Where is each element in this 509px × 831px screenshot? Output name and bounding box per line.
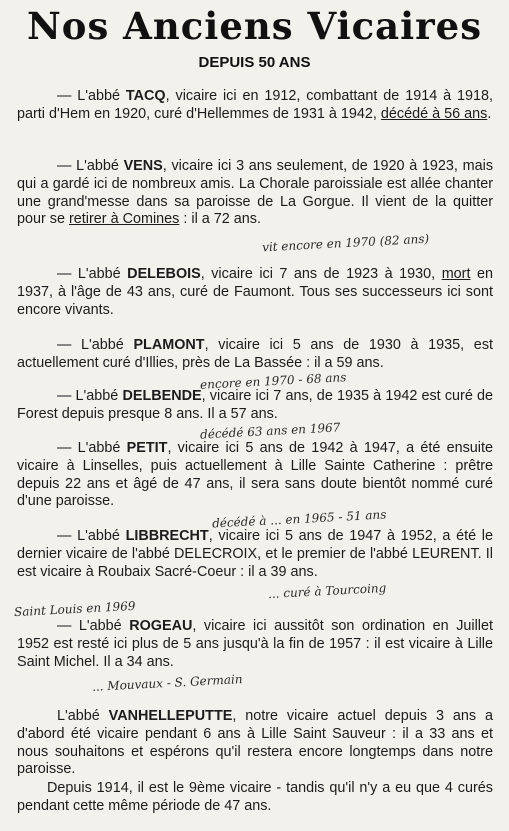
vicar-name: VENS bbox=[123, 158, 163, 174]
page-title: Nos Anciens Vicaires bbox=[26, 4, 483, 48]
paragraph-lead: — L'abbé bbox=[57, 618, 130, 634]
paragraph-lead: — L'abbé bbox=[57, 158, 124, 174]
paragraph-vens bbox=[17, 158, 493, 229]
paragraph-text: , vicaire ici 7 ans, de 1935 à 1942 est curé de Forest depuis presque 8 ans. Il a 57 ans. bbox=[17, 388, 494, 422]
handwritten-note: vit encore en 1970 (82 ans) bbox=[261, 231, 430, 255]
paragraph-text: , vicaire ici 5 ans de 1942 à 1947, a été ensuite vicaire à Linselles, puis actuellement à Lille Sainte Catherine : prêtre depuis 22 ans et âgé de 47 ans, il sera sans doute bientôt nommé curé d'une paroisse. bbox=[17, 440, 493, 510]
vicar-name: DELBENDE bbox=[122, 388, 202, 404]
paragraph-lead: L'abbé bbox=[57, 708, 109, 724]
paragraph-text: , vicaire ici 5 ans de 1947 à 1952, a été le dernier vicaire de l'abbé DELECROIX, et le premier de l'abbé LEURENT. Il est vicaire à Roubaix Sacré-Coeur : il a 39 ans. bbox=[17, 528, 493, 580]
vicar-name: ROGEAU bbox=[129, 618, 193, 634]
handwritten-note: décédé 63 ans en 1967 bbox=[199, 420, 341, 442]
vicar-name: PETIT bbox=[126, 440, 168, 456]
paragraph-closing bbox=[17, 780, 493, 816]
paragraph-text: , vicaire ici 5 ans de 1930 à 1935, est actuellement curé d'Illies, près de La Bassée : il a 59 ans. bbox=[17, 337, 494, 371]
paragraph-tail: . bbox=[487, 105, 492, 122]
vicar-name: DELEBOIS bbox=[127, 266, 201, 282]
paragraph-rogeau bbox=[17, 618, 493, 671]
paragraph-plamont bbox=[17, 337, 493, 373]
paragraph-lead: — L'abbé bbox=[57, 528, 126, 544]
paragraph-delebois bbox=[17, 266, 493, 319]
paragraph-lead: — L'abbé bbox=[57, 88, 126, 104]
vicar-name: LIBBRECHT bbox=[125, 528, 209, 544]
paragraph-tail: : il a 72 ans. bbox=[179, 211, 261, 228]
vicar-name: VANHELLEPUTTE bbox=[108, 708, 233, 724]
paragraph-tacq bbox=[17, 88, 493, 124]
paragraph-lead: — L'abbé bbox=[57, 337, 134, 353]
paragraph-text: , vicaire ici 7 ans de 1923 à 1930, bbox=[200, 266, 442, 282]
vicar-name: PLAMONT bbox=[133, 337, 205, 353]
paragraph-text: Depuis 1914, il est le 9ème vicaire - tandis qu'il n'y a eu que 4 curés pendant cette même période de 47 ans. bbox=[17, 780, 493, 814]
paragraph-vanhelleputte bbox=[17, 708, 493, 779]
paragraph-lead: — L'abbé bbox=[57, 266, 128, 282]
paragraph-delbende bbox=[17, 388, 493, 424]
vicar-name: TACQ bbox=[125, 88, 166, 104]
handwritten-note: Saint Louis en 1969 bbox=[13, 598, 136, 620]
paragraph-lead: — L'abbé bbox=[57, 440, 127, 456]
paragraph-text: , vicaire ici en 1912, combattant de 1914 à 1918, parti d'Hem en 1920, curé d'Hellemmes de 1931 à 1942, bbox=[17, 88, 493, 122]
handwritten-note: décédé à ... en 1965 - 51 ans bbox=[211, 507, 387, 531]
handwritten-note: ... curé à Tourcoing bbox=[267, 580, 387, 602]
paragraph-text: , vicaire ici aussitôt son ordination en Juillet 1952 est resté ici plus de 5 ans jusqu'à la fin de 1957 : il est vicaire à Lille Saint Michel. Il a 34 ans. bbox=[17, 618, 493, 670]
underlined-text: mort bbox=[441, 266, 471, 282]
paragraph-text: , vicaire ici 3 ans seulement, de 1920 à 1923, mais qui a gardé ici de nombreux amis. La Chorale paroissiale est allée chanter une grand'messe dans sa paroisse de La Gorgue. Il vient de la quitter pour se bbox=[17, 158, 494, 228]
paragraph-tail: en 1937, à l'âge de 43 ans, curé de Faumont. Tous ses successeurs ici sont encore vivants. bbox=[17, 266, 493, 318]
underlined-text: décédé à 56 ans bbox=[380, 105, 488, 122]
handwritten-note: ... Mouvaux - S. Germain bbox=[91, 672, 243, 694]
handwritten-note: encore en 1970 - 68 ans bbox=[199, 370, 347, 392]
paragraph-libbrecht bbox=[17, 528, 493, 581]
underlined-text: retirer à Comines bbox=[69, 211, 180, 228]
paragraph-petit bbox=[17, 440, 493, 511]
paragraph-lead: — L'abbé bbox=[57, 388, 123, 404]
paragraph-text: , notre vicaire actuel depuis 3 ans a d'abord été vicaire pendant 6 ans à Lille Saint Sauveur : il a 33 ans et nous souhaitons et espérons qu'il restera encore longtemps dans notre paroisse. bbox=[17, 708, 494, 778]
page-subtitle: DEPUIS 50 ANS bbox=[198, 54, 311, 71]
